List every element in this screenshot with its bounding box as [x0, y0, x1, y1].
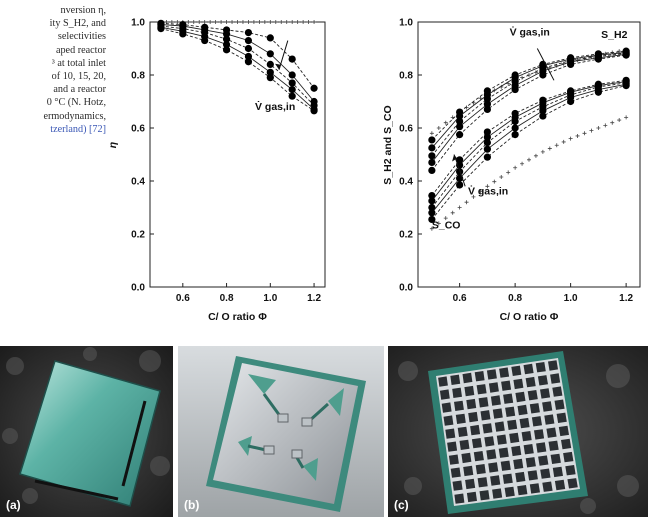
plus-marker [596, 126, 600, 130]
series-line [432, 86, 626, 220]
grid-cell [518, 405, 528, 415]
grid-cell [447, 442, 457, 452]
caption-line: of 10, 15, 20, [51, 71, 106, 83]
grid-cell [559, 426, 569, 436]
grid-cell [546, 428, 556, 438]
data-point [428, 209, 435, 216]
y-tick-label: 0.8 [399, 70, 413, 82]
data-point [428, 159, 435, 166]
plus-marker [214, 20, 218, 24]
grid-cell [493, 408, 503, 418]
plus-marker [603, 123, 607, 127]
plus-marker [301, 20, 305, 24]
plus-marker [279, 20, 283, 24]
data-point [512, 118, 519, 125]
grid-cell [507, 420, 517, 430]
plus-marker [534, 154, 538, 158]
grid-cell [513, 379, 523, 389]
grid-cell [492, 488, 502, 498]
grid-cell [464, 386, 474, 396]
grid-cell [561, 439, 571, 449]
plus-marker [252, 20, 256, 24]
y-tick-label: 0.6 [399, 123, 413, 135]
grid-cell [477, 384, 487, 394]
grid-cell [501, 381, 511, 391]
plus-marker [175, 20, 179, 24]
series-9 [428, 79, 629, 211]
caption-line: nversion η, [60, 5, 106, 16]
y-tick-label: 0.0 [399, 282, 413, 294]
photo-label: (b) [184, 498, 200, 512]
plus-marker [527, 158, 531, 162]
data-point [567, 61, 574, 68]
data-point [623, 82, 630, 89]
flow-annotation-co: V̇ gas,in [467, 185, 509, 198]
plus-marker [236, 20, 240, 24]
data-point [267, 50, 274, 57]
grid-cell [534, 429, 544, 439]
grid-cell [522, 431, 532, 441]
photo-label: (a) [6, 498, 21, 512]
data-point [310, 85, 317, 92]
grid-cell [450, 375, 460, 385]
grid-cell [491, 395, 501, 405]
grid-cell [481, 410, 491, 420]
grid-cell [497, 435, 507, 445]
data-point [267, 34, 274, 41]
grid-cell [438, 376, 448, 386]
grid-cell [488, 462, 498, 472]
plus-marker [246, 20, 250, 24]
data-point [539, 112, 546, 119]
plus-marker [263, 20, 267, 24]
series-11 [428, 82, 629, 223]
plus-marker [492, 180, 496, 184]
data-point [289, 93, 296, 100]
plus-marker [437, 126, 441, 130]
grid-cell [505, 407, 515, 417]
chip-catalyst-image [178, 346, 384, 517]
grid-cell [517, 485, 527, 495]
grid-cell [499, 448, 509, 458]
grid-cell [555, 480, 565, 490]
plus-marker [617, 118, 621, 122]
grid-cell [550, 373, 560, 383]
series-10 [428, 81, 629, 217]
photo-b-catalyst-chip [178, 346, 384, 517]
sh2-label: S_H2 [601, 28, 628, 41]
data-point [567, 98, 574, 105]
grid-cell [536, 362, 546, 372]
data-point [289, 86, 296, 93]
data-point [428, 167, 435, 174]
plus-marker [225, 20, 229, 24]
plus-marker [219, 20, 223, 24]
plus-marker [208, 20, 212, 24]
data-point [201, 37, 208, 44]
plus-marker [268, 20, 272, 24]
flow-annotation-h2: V̇ gas,in [509, 26, 550, 39]
series-line [432, 84, 626, 213]
grid-cell [466, 399, 476, 409]
grid-cell [454, 494, 464, 504]
conversion-chart [100, 0, 330, 325]
grid-cell [452, 388, 462, 398]
grid-cell [553, 467, 563, 477]
series-line [432, 53, 626, 156]
grid-cell [461, 453, 471, 463]
caption-line: tzerland) [72] [50, 123, 106, 135]
grid-cell [536, 442, 546, 452]
y-tick-label: 1.0 [399, 17, 413, 29]
grid-cell [499, 367, 509, 377]
grid-cell [520, 418, 530, 428]
plus-marker [458, 206, 462, 210]
y-tick-label: 0.8 [131, 70, 145, 82]
grid-cell [489, 382, 499, 392]
grid-cell [542, 401, 552, 411]
grid-cell [444, 415, 454, 425]
caption-line: ity S_H2, and [49, 18, 106, 30]
data-point [484, 106, 491, 113]
y-tick-label: 1.0 [131, 17, 145, 29]
plus-marker [285, 20, 289, 24]
grid-cell [526, 457, 536, 467]
grid-cell [524, 364, 534, 374]
grid-cell [453, 481, 463, 491]
grid-cell [513, 459, 523, 469]
grid-cell [451, 468, 461, 478]
grid-cell [456, 414, 466, 424]
x-tick-label: 1.2 [619, 293, 634, 304]
plus-marker [451, 211, 455, 215]
data-point [512, 86, 519, 93]
x-axis-label: C/ O ratio Φ [499, 311, 559, 323]
grid-cell [475, 371, 485, 381]
plus-marker [589, 129, 593, 133]
grid-cell [511, 446, 521, 456]
plus-marker [499, 175, 503, 179]
x-tick-label: 1.0 [263, 293, 278, 304]
x-tick-label: 0.8 [508, 293, 523, 304]
data-point [456, 123, 463, 130]
x-tick-label: 1.2 [307, 293, 322, 304]
data-point [428, 136, 435, 143]
plus-marker [241, 20, 245, 24]
grid-cell [487, 369, 497, 379]
plus-marker [513, 166, 517, 170]
data-point [245, 58, 252, 65]
grid-cell [465, 479, 475, 489]
grid-cell [440, 389, 450, 399]
grid-cell [490, 475, 500, 485]
grid-cell [454, 401, 464, 411]
data-point [484, 154, 491, 161]
grid-cell [555, 400, 565, 410]
caption-line: 0 °C (N. Hotz, [46, 97, 106, 109]
data-point [267, 61, 274, 68]
grid-cell [538, 375, 548, 385]
y-tick-label: 0.2 [399, 229, 413, 241]
plus-marker [307, 20, 311, 24]
data-point [245, 29, 252, 36]
chip-plain-image [0, 346, 173, 517]
series-4 [428, 51, 629, 166]
plus-marker [555, 143, 559, 147]
data-point [245, 37, 252, 44]
flow-annotation: V̇ gas,in [255, 101, 296, 114]
grid-cell [472, 438, 482, 448]
grid-cell [524, 444, 534, 454]
grid-cell [542, 482, 552, 492]
x-tick-label: 0.8 [219, 293, 234, 304]
plus-marker [465, 200, 469, 204]
data-point [456, 131, 463, 138]
photo-label: (c) [394, 498, 409, 512]
grid-cell [467, 492, 477, 502]
grid-cell [460, 440, 470, 450]
caption-line: and a reactor [53, 84, 106, 96]
grid-cell [501, 461, 511, 471]
plot-frame [150, 22, 325, 287]
grid-cell [530, 483, 540, 493]
data-point [310, 107, 317, 114]
caption-line: ³ at total inlet [51, 57, 106, 69]
photo-c-grid-chip [388, 346, 648, 517]
plus-marker [197, 20, 201, 24]
y-tick-label: 0.0 [131, 282, 145, 294]
plus-marker [203, 20, 207, 24]
grid-cell [474, 451, 484, 461]
grid-cell [515, 392, 525, 402]
plus-marker [170, 20, 174, 24]
data-point [223, 46, 230, 53]
y-tick-label: 0.4 [399, 176, 413, 188]
data-point [289, 56, 296, 63]
photo-a-plain-chip [0, 346, 173, 517]
grid-cell [458, 427, 468, 437]
grid-cell [463, 373, 473, 383]
caption-line: selectivities [57, 31, 106, 43]
grid-cell [480, 490, 490, 500]
plus-marker [576, 134, 580, 138]
grid-cell [486, 449, 496, 459]
data-point [245, 45, 252, 52]
grid-cell [551, 454, 561, 464]
plus-marker [569, 137, 573, 141]
grid-cell [511, 366, 521, 376]
data-point [484, 146, 491, 153]
x-tick-label: 0.6 [452, 293, 467, 304]
grid-cell [532, 416, 542, 426]
grid-cell [503, 394, 513, 404]
plus-marker [541, 150, 545, 154]
data-point [539, 71, 546, 78]
data-point [623, 52, 630, 59]
plus-marker [520, 162, 524, 166]
grid-cell [482, 423, 492, 433]
data-point [428, 197, 435, 204]
plus-marker [186, 20, 190, 24]
data-point [512, 131, 519, 138]
plus-marker [274, 20, 278, 24]
x-axis-label: C/ O ratio Φ [208, 311, 267, 323]
grid-cell [449, 455, 459, 465]
chip-grid-image [388, 346, 648, 517]
data-point [428, 144, 435, 151]
x-tick-label: 1.0 [563, 293, 578, 304]
grid-cell [484, 436, 494, 446]
grid-cell [530, 403, 540, 413]
grid-cell [509, 433, 519, 443]
data-point [289, 71, 296, 78]
grid-cell [563, 452, 573, 462]
grid-cell [470, 425, 480, 435]
y-tick-label: 0.2 [131, 229, 145, 241]
series-line [432, 83, 626, 208]
plus-marker [312, 20, 316, 24]
grid-cell [503, 474, 513, 484]
grid-cell [478, 477, 488, 487]
grid-cell [505, 487, 515, 497]
data-point [428, 152, 435, 159]
grid-cell [479, 397, 489, 407]
sco-label: S_CO [431, 219, 461, 232]
plus-marker [290, 20, 294, 24]
y-tick-label: 0.4 [131, 176, 145, 188]
plus-marker [562, 140, 566, 144]
grid-cell [565, 465, 575, 475]
series-3 [428, 50, 629, 160]
grid-cell [468, 412, 478, 422]
grid-cell [495, 421, 505, 431]
data-point [289, 79, 296, 86]
grid-cell [540, 469, 550, 479]
grid-cell [552, 386, 562, 396]
plus-marker [583, 131, 587, 135]
grid-cell [557, 413, 567, 423]
data-point [157, 25, 164, 32]
data-point [512, 124, 519, 131]
figure-caption [0, 4, 108, 136]
caption-line: ermodynamics, [43, 110, 106, 122]
selectivity-chart [378, 0, 648, 325]
plus-marker [548, 147, 552, 151]
plus-marker [624, 115, 628, 119]
grid-cell [544, 414, 554, 424]
grid-cell [540, 388, 550, 398]
plus-marker [296, 20, 300, 24]
data-point [595, 89, 602, 96]
plus-marker [506, 170, 510, 174]
plus-marker [610, 121, 614, 125]
grid-cell [528, 470, 538, 480]
grid-cell [549, 441, 559, 451]
plus-marker [230, 20, 234, 24]
grid-cell [538, 455, 548, 465]
series-line [432, 54, 626, 162]
grid-cell [548, 360, 558, 371]
plus-marker [192, 20, 196, 24]
grid-cell [567, 478, 577, 488]
grid-cell [515, 472, 525, 482]
data-point [595, 56, 602, 63]
y-axis-label: S_H2 and S_CO [382, 105, 394, 185]
data-point [484, 139, 491, 146]
grid-cell [476, 464, 486, 474]
grid-cell [445, 429, 455, 439]
data-point [456, 181, 463, 188]
grid-cell [463, 466, 473, 476]
plot-frame [418, 22, 640, 287]
plus-marker [617, 49, 621, 53]
x-tick-label: 0.6 [175, 293, 190, 304]
caption-line: aped reactor [55, 44, 106, 56]
y-axis-label: η [107, 141, 119, 149]
y-tick-label: 0.6 [131, 123, 145, 135]
data-point [267, 74, 274, 81]
plus-marker [430, 131, 434, 135]
grid-cell [442, 402, 452, 412]
data-point [179, 30, 186, 37]
grid-cell [526, 377, 536, 387]
plus-marker [257, 20, 261, 24]
grid-cell [528, 390, 538, 400]
